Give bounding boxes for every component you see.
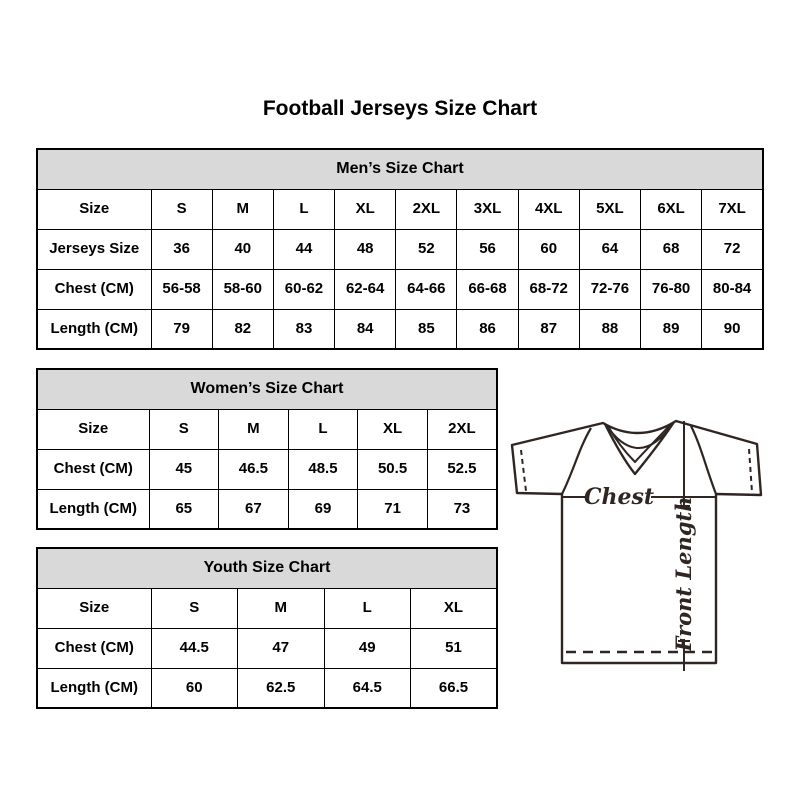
table-title-cell: Men’s Size Chart: [37, 149, 763, 189]
table-cell: 52: [396, 229, 457, 269]
table-cell: 46.5: [219, 449, 289, 489]
table-cell: 2XL: [427, 409, 497, 449]
table-cell: 69: [288, 489, 358, 529]
row-label-cell: Length (CM): [37, 489, 149, 529]
table-cell: 64.5: [324, 668, 411, 708]
table-cell: 6XL: [641, 189, 702, 229]
table-row: [37, 229, 763, 269]
chest-label: Chest: [583, 484, 655, 510]
table-cell: M: [238, 588, 325, 628]
table-cell: M: [212, 189, 273, 229]
table-cell: 49: [324, 628, 411, 668]
table-cell: 85: [396, 309, 457, 349]
table-cell: L: [273, 189, 334, 229]
table-cell: 60: [151, 668, 238, 708]
table-cell: 58-60: [212, 269, 273, 309]
table-cell: 84: [335, 309, 396, 349]
table-cell: 4XL: [518, 189, 579, 229]
front-length-label: Front Length: [671, 496, 696, 652]
table-cell: XL: [358, 409, 428, 449]
table-cell: 40: [212, 229, 273, 269]
table-cell: 82: [212, 309, 273, 349]
row-label-cell: Size: [37, 409, 149, 449]
table-row: [37, 369, 497, 409]
table-cell: 5XL: [579, 189, 640, 229]
table-cell: 68: [641, 229, 702, 269]
table-cell: XL: [411, 588, 498, 628]
table-cell: 79: [151, 309, 212, 349]
table-cell: 71: [358, 489, 428, 529]
table-cell: 80-84: [702, 269, 763, 309]
table-cell: 87: [518, 309, 579, 349]
table-cell: 72: [702, 229, 763, 269]
table-cell: 64-66: [396, 269, 457, 309]
table-cell: 83: [273, 309, 334, 349]
table-row: [37, 588, 497, 628]
table-cell: S: [149, 409, 219, 449]
table-cell: 56: [457, 229, 518, 269]
table-cell: 47: [238, 628, 325, 668]
table-cell: 73: [427, 489, 497, 529]
table-cell: 56-58: [151, 269, 212, 309]
table-row: [37, 489, 497, 529]
table-row: [37, 449, 497, 489]
table-cell: 62-64: [335, 269, 396, 309]
table-row: [37, 269, 763, 309]
jersey-diagram: [495, 398, 780, 683]
table-cell: 2XL: [396, 189, 457, 229]
table-cell: 62.5: [238, 668, 325, 708]
table-cell: 60-62: [273, 269, 334, 309]
table-cell: 67: [219, 489, 289, 529]
table-cell: L: [288, 409, 358, 449]
table-cell: 52.5: [427, 449, 497, 489]
table-cell: L: [324, 588, 411, 628]
table-cell: XL: [335, 189, 396, 229]
table-row: [37, 628, 497, 668]
row-label-cell: Size: [37, 189, 151, 229]
table-row: [37, 548, 497, 588]
row-label-cell: Chest (CM): [37, 269, 151, 309]
table-cell: 48.5: [288, 449, 358, 489]
table-title-cell: Youth Size Chart: [37, 548, 497, 588]
table-cell: 89: [641, 309, 702, 349]
table-cell: 64: [579, 229, 640, 269]
table-cell: 88: [579, 309, 640, 349]
table-cell: 66-68: [457, 269, 518, 309]
table-cell: 66.5: [411, 668, 498, 708]
table-cell: 36: [151, 229, 212, 269]
table-row: [37, 149, 763, 189]
row-label-cell: Length (CM): [37, 309, 151, 349]
table-cell: 72-76: [579, 269, 640, 309]
table-cell: 44.5: [151, 628, 238, 668]
table-cell: 44: [273, 229, 334, 269]
table-cell: S: [151, 189, 212, 229]
mens-size-table: [36, 148, 764, 350]
table-cell: 86: [457, 309, 518, 349]
womens-size-table: [36, 368, 498, 530]
table-cell: 3XL: [457, 189, 518, 229]
table-cell: S: [151, 588, 238, 628]
table-row: [37, 189, 763, 229]
table-cell: 68-72: [518, 269, 579, 309]
table-cell: 65: [149, 489, 219, 529]
row-label-cell: Jerseys Size: [37, 229, 151, 269]
table-cell: 76-80: [641, 269, 702, 309]
table-cell: 90: [702, 309, 763, 349]
table-cell: 45: [149, 449, 219, 489]
table-cell: 51: [411, 628, 498, 668]
table-row: [37, 309, 763, 349]
page-title: Football Jerseys Size Chart: [262, 97, 538, 120]
row-label-cell: Size: [37, 588, 151, 628]
youth-size-table: [36, 547, 498, 709]
table-row: [37, 409, 497, 449]
row-label-cell: Length (CM): [37, 668, 151, 708]
table-cell: 60: [518, 229, 579, 269]
jersey-outline-shape: [512, 421, 761, 663]
table-cell: 50.5: [358, 449, 428, 489]
table-row: [37, 668, 497, 708]
row-label-cell: Chest (CM): [37, 628, 151, 668]
table-cell: M: [219, 409, 289, 449]
table-title-cell: Women’s Size Chart: [37, 369, 497, 409]
table-cell: 48: [335, 229, 396, 269]
row-label-cell: Chest (CM): [37, 449, 149, 489]
table-cell: 7XL: [702, 189, 763, 229]
